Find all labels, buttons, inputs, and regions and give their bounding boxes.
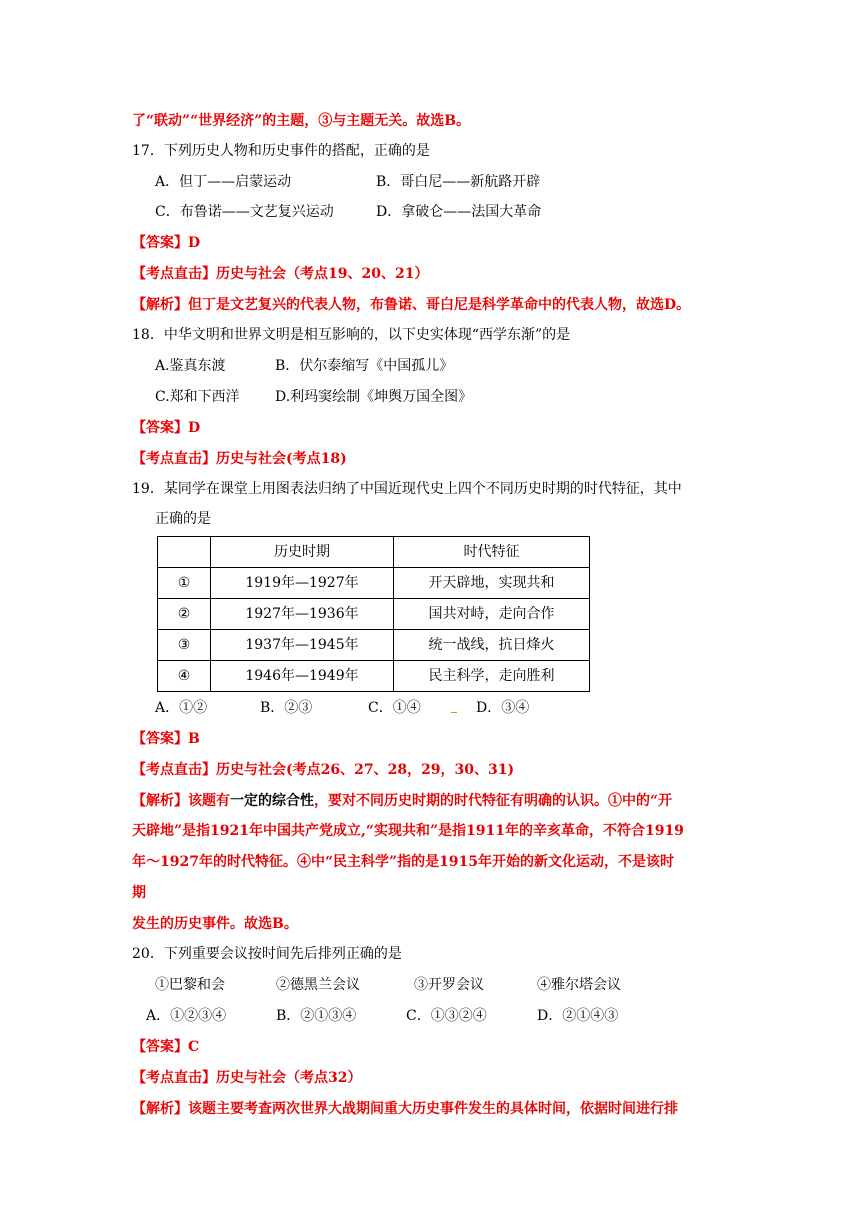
q19-analysis-line1 bbox=[132, 791, 672, 811]
q20-option-c: C．①③②④ bbox=[406, 1008, 487, 1024]
q17-exam-point: 【考点直击】历史与社会（考点19、20、21） bbox=[132, 266, 429, 282]
q20-option-a: A．①②③④ bbox=[146, 1008, 227, 1024]
q19-option-a: A．①② bbox=[155, 700, 208, 716]
q20-item-3: ③开罗会议 bbox=[414, 977, 484, 993]
table-header-cell: 历史时期 bbox=[211, 537, 394, 568]
q20-analysis: 【解析】该题主要考查两次世界大战期间重大历史事件发生的具体时间，依据时间进行排 bbox=[132, 1101, 678, 1117]
q17-option-d: D．拿破仑——法国大革命 bbox=[376, 204, 542, 220]
q20-exam-point: 【考点直击】历史与社会（考点32） bbox=[132, 1070, 362, 1086]
q18-stem: 18．中华文明和世界文明是相互影响的，以下史实体现“西学东渐”的是 bbox=[132, 327, 571, 343]
analysis-label: 【解析】该题有 bbox=[132, 793, 230, 809]
table-header-cell bbox=[158, 537, 211, 568]
q16-analysis-continuation: 了“联动”“世界经济”的主题，③与主题无关。故选B。 bbox=[132, 113, 471, 129]
q18-answer: 【答案】D bbox=[132, 420, 201, 436]
table-cell: 国共对峙，走向合作 bbox=[394, 599, 590, 630]
table-cell: ④ bbox=[158, 661, 211, 692]
table-cell: 民主科学，走向胜利 bbox=[394, 661, 590, 692]
q19-exam-point: 【考点直击】历史与社会(考点26、27、28，29，30、31) bbox=[132, 762, 515, 778]
table-cell: 1919年—1927年 bbox=[211, 568, 394, 599]
q19-answer: 【答案】B bbox=[132, 731, 200, 747]
q18-option-d: D.利玛窦绘制《坤舆万国全图》 bbox=[275, 389, 473, 405]
table-row bbox=[158, 568, 590, 599]
q20-item-4: ④雅尔塔会议 bbox=[537, 977, 621, 993]
q19-analysis-line5: 发生的历史事件。故选B。 bbox=[132, 916, 298, 932]
q19-analysis-line3: 年～1927年的时代特征。④中“民主科学”指的是1915年开始的新文化运动，不是该时 bbox=[132, 854, 675, 870]
q19-option-d: D．③④ bbox=[476, 700, 530, 716]
analysis-text: ，要对不同历史时期的时代特征有明确的认识。①中的“开 bbox=[314, 793, 673, 809]
q20-stem: 20．下列重要会议按时间先后排列正确的是 bbox=[132, 946, 402, 962]
q20-option-b: B．②①③④ bbox=[276, 1008, 357, 1024]
q17-option-a: A．但丁——启蒙运动 bbox=[155, 174, 292, 190]
q20-option-d: D．②①④③ bbox=[537, 1008, 619, 1024]
q17-option-b: B．哥白尼——新航路开辟 bbox=[376, 174, 541, 190]
table-cell: 开天辟地，实现共和 bbox=[394, 568, 590, 599]
table-cell: ③ bbox=[158, 630, 211, 661]
q19-stem-line1: 19．某同学在课堂上用图表法归纳了中国近现代史上四个不同历史时期的时代特征，其中 bbox=[132, 481, 682, 497]
table-cell: 1937年—1945年 bbox=[211, 630, 394, 661]
q19-analysis-line2: 天辟地”是指1921年中国共产党成立,“实现共和”是指1911年的辛亥革命，不符合1919 bbox=[132, 823, 684, 839]
history-periods-table bbox=[157, 536, 590, 692]
q18-exam-point: 【考点直击】历史与社会(考点18) bbox=[132, 451, 347, 467]
table-row bbox=[158, 661, 590, 692]
q19-option-c: C．①④ bbox=[368, 700, 421, 716]
table-row bbox=[158, 599, 590, 630]
table-header-cell: 时代特征 bbox=[394, 537, 590, 568]
underline-mark bbox=[451, 712, 457, 713]
q19-stem-line2: 正确的是 bbox=[155, 511, 211, 527]
q18-option-b: B．伏尔泰缩写《中国孤儿》 bbox=[275, 358, 454, 374]
q19-option-b: B．②③ bbox=[260, 700, 313, 716]
q20-answer: 【答案】C bbox=[132, 1039, 200, 1055]
q20-item-2: ②德黑兰会议 bbox=[276, 977, 360, 993]
q20-item-1: ①巴黎和会 bbox=[155, 977, 225, 993]
table-cell: 1927年—1936年 bbox=[211, 599, 394, 630]
q18-option-c: C.郑和下西洋 bbox=[155, 389, 240, 405]
analysis-black-phrase: 一定的综合性 bbox=[230, 793, 314, 809]
table-cell: ① bbox=[158, 568, 211, 599]
q17-stem: 17．下列历史人物和历史事件的搭配，正确的是 bbox=[132, 143, 430, 159]
q17-option-c: C．布鲁诺——文艺复兴运动 bbox=[155, 204, 334, 220]
table-cell: 统一战线，抗日烽火 bbox=[394, 630, 590, 661]
table-header-row bbox=[158, 537, 590, 568]
table-row bbox=[158, 630, 590, 661]
q17-analysis: 【解析】但丁是文艺复兴的代表人物，布鲁诺、哥白尼是科学革命中的代表人物，故选D。 bbox=[132, 297, 691, 313]
q18-option-a: A.鉴真东渡 bbox=[155, 358, 226, 374]
q19-analysis-line4: 期 bbox=[132, 885, 146, 901]
table-cell: ② bbox=[158, 599, 211, 630]
q17-answer: 【答案】D bbox=[132, 235, 201, 251]
table-cell: 1946年—1949年 bbox=[211, 661, 394, 692]
